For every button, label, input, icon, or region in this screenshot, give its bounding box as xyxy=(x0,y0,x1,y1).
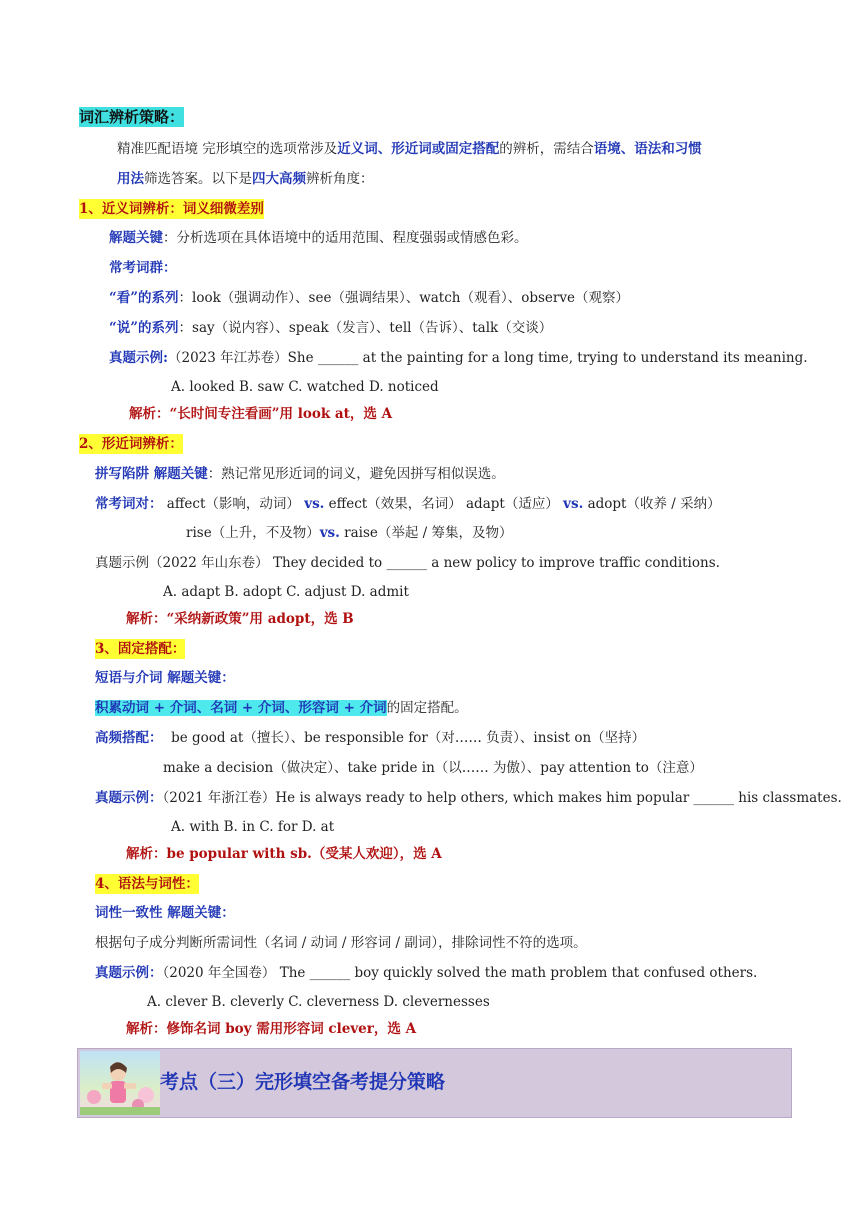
intro-line-1 xyxy=(117,139,702,159)
s3-rule xyxy=(95,698,468,718)
vs-label: vs. xyxy=(304,496,325,512)
s4-example xyxy=(95,963,757,983)
s4-rule: 根据句子成分判断所需词性（名词 / 动词 / 形容词 / 副词），排除词性不符的选项。 xyxy=(95,935,587,951)
s3-title: 3、固定搭配： xyxy=(95,641,186,657)
s2-pair: affect（影响，动词） xyxy=(166,496,300,512)
s4-example-label: 真题示例： xyxy=(95,965,163,981)
intro-text: 的辨析，需结合 xyxy=(499,141,594,157)
vs-label: vs. xyxy=(563,496,584,512)
intro-text: 辨析角度： xyxy=(306,171,374,187)
s2-pairs-1 xyxy=(95,494,721,514)
intro-line-2 xyxy=(117,169,374,189)
intro-text: 精准匹配语境 完形填空的选项常涉及 xyxy=(117,141,338,157)
intro-emphasis: 四大高频 xyxy=(252,171,306,187)
s3-hf-1 xyxy=(95,728,645,748)
s4-answer: 解析：修饰名词 boy 需用形容词 clever，选 A xyxy=(126,1021,417,1037)
s2-pair: adopt（收养 / 采纳） xyxy=(583,496,721,512)
s2-trap-label: 拼写陷阱 解题关键 xyxy=(95,466,208,482)
s1-look-text: ：look（强调动作）、see（强调结果）、watch（观看）、observe（观察） xyxy=(178,290,629,306)
topic-banner xyxy=(77,1048,792,1118)
s1-title: 1、近义词辨析：词义细微差别 xyxy=(79,201,264,217)
s4-sub: 词性一致性 解题关键： xyxy=(95,905,235,921)
s4-example-text: （2020 年全国卷） The ______ boy quickly solved the math problem that confused others. xyxy=(162,965,758,981)
s1-group-label: 常考词群： xyxy=(109,260,177,276)
s3-example-text: （2021 年浙江卷）He is always ready to help others, which makes him popular ______ his classmates. xyxy=(162,790,842,806)
s1-options: A. looked B. saw C. watched D. noticed xyxy=(171,379,439,395)
s2-pair: raise（举起 / 筹集，及物） xyxy=(339,525,513,541)
intro-emphasis: 语境、语法和习惯 xyxy=(593,141,702,157)
s2-answer: 解析：“采纳新政策”用 adopt，选 B xyxy=(126,611,354,627)
s1-example-text: （2023 年江苏卷）She ______ at the painting for a long time, trying to understand its meaning. xyxy=(167,350,808,366)
s1-answer: 解析：“长时间专注看画”用 look at，选 A xyxy=(129,406,393,422)
s1-example xyxy=(109,348,808,368)
s3-hf-text: be good at（擅长）、be responsible for（对…… 负责）、insist on（坚持） xyxy=(171,730,646,746)
s4-title: 4、语法与词性： xyxy=(95,876,199,892)
s1-example-label: 真题示例: xyxy=(109,350,168,366)
s2-pair: rise（上升，不及物） xyxy=(186,525,320,541)
s2-pairs-label: 常考词对： xyxy=(95,496,163,512)
s2-trap-text: ：熟记常见形近词的词义，避免因拼写相似误选。 xyxy=(207,466,505,482)
intro-emphasis: 用法 xyxy=(117,171,144,187)
s2-title: 2、形近词辨析： xyxy=(79,436,183,452)
vs-label: vs. xyxy=(319,525,340,541)
banner-illustration xyxy=(80,1051,160,1115)
s3-answer: 解析：be popular with sb.（受某人欢迎），选 A xyxy=(126,846,442,862)
s3-options: A. with B. in C. for D. at xyxy=(171,819,335,835)
section-heading: 词汇辨析策略： xyxy=(79,108,185,126)
s3-rule-tail: 的固定搭配。 xyxy=(386,700,468,716)
s4-options: A. clever B. cleverly C. cleverness D. clevernesses xyxy=(147,994,490,1010)
s2-trap xyxy=(95,464,505,484)
s1-key xyxy=(109,228,528,248)
s1-key-label: 解题关键 xyxy=(109,230,163,246)
s2-pair: effect（效果，名词） adapt（适应） xyxy=(324,496,559,512)
s1-say-text: ：say（说内容）、speak（发言）、tell（告诉）、talk（交谈） xyxy=(178,320,553,336)
s1-look-label: “看”的系列 xyxy=(109,290,179,306)
s1-say-label: “说”的系列 xyxy=(109,320,179,336)
intro-text: 筛选答案。以下是 xyxy=(144,171,252,187)
intro-emphasis: 近义词、形近词或固定搭配 xyxy=(337,141,500,157)
s3-sub: 短语与介词 解题关键： xyxy=(95,670,235,686)
s1-say xyxy=(109,318,552,338)
banner-title: 考点（三）完形填空备考提分策略 xyxy=(160,1071,446,1093)
s2-pairs-2 xyxy=(186,523,513,543)
s3-example-label: 真题示例： xyxy=(95,790,163,806)
s3-hf-2: make a decision（做决定）、take pride in（以…… 为傲）、pay attention to（注意） xyxy=(163,760,703,776)
s3-hf-label: 高频搭配： xyxy=(95,730,163,746)
s2-example: 真题示例（2022 年山东卷） They decided to ______ a new policy to improve traffic conditions. xyxy=(95,555,720,571)
s1-look xyxy=(109,288,629,308)
s3-example xyxy=(95,788,842,808)
s2-options: A. adapt B. adopt C. adjust D. admit xyxy=(163,584,409,600)
s3-rule-highlight: 积累动词 + 介词、名词 + 介词、形容词 + 介词 xyxy=(95,700,387,716)
s1-key-text: ：分析选项在具体语境中的适用范围、程度强弱或情感色彩。 xyxy=(163,230,528,246)
